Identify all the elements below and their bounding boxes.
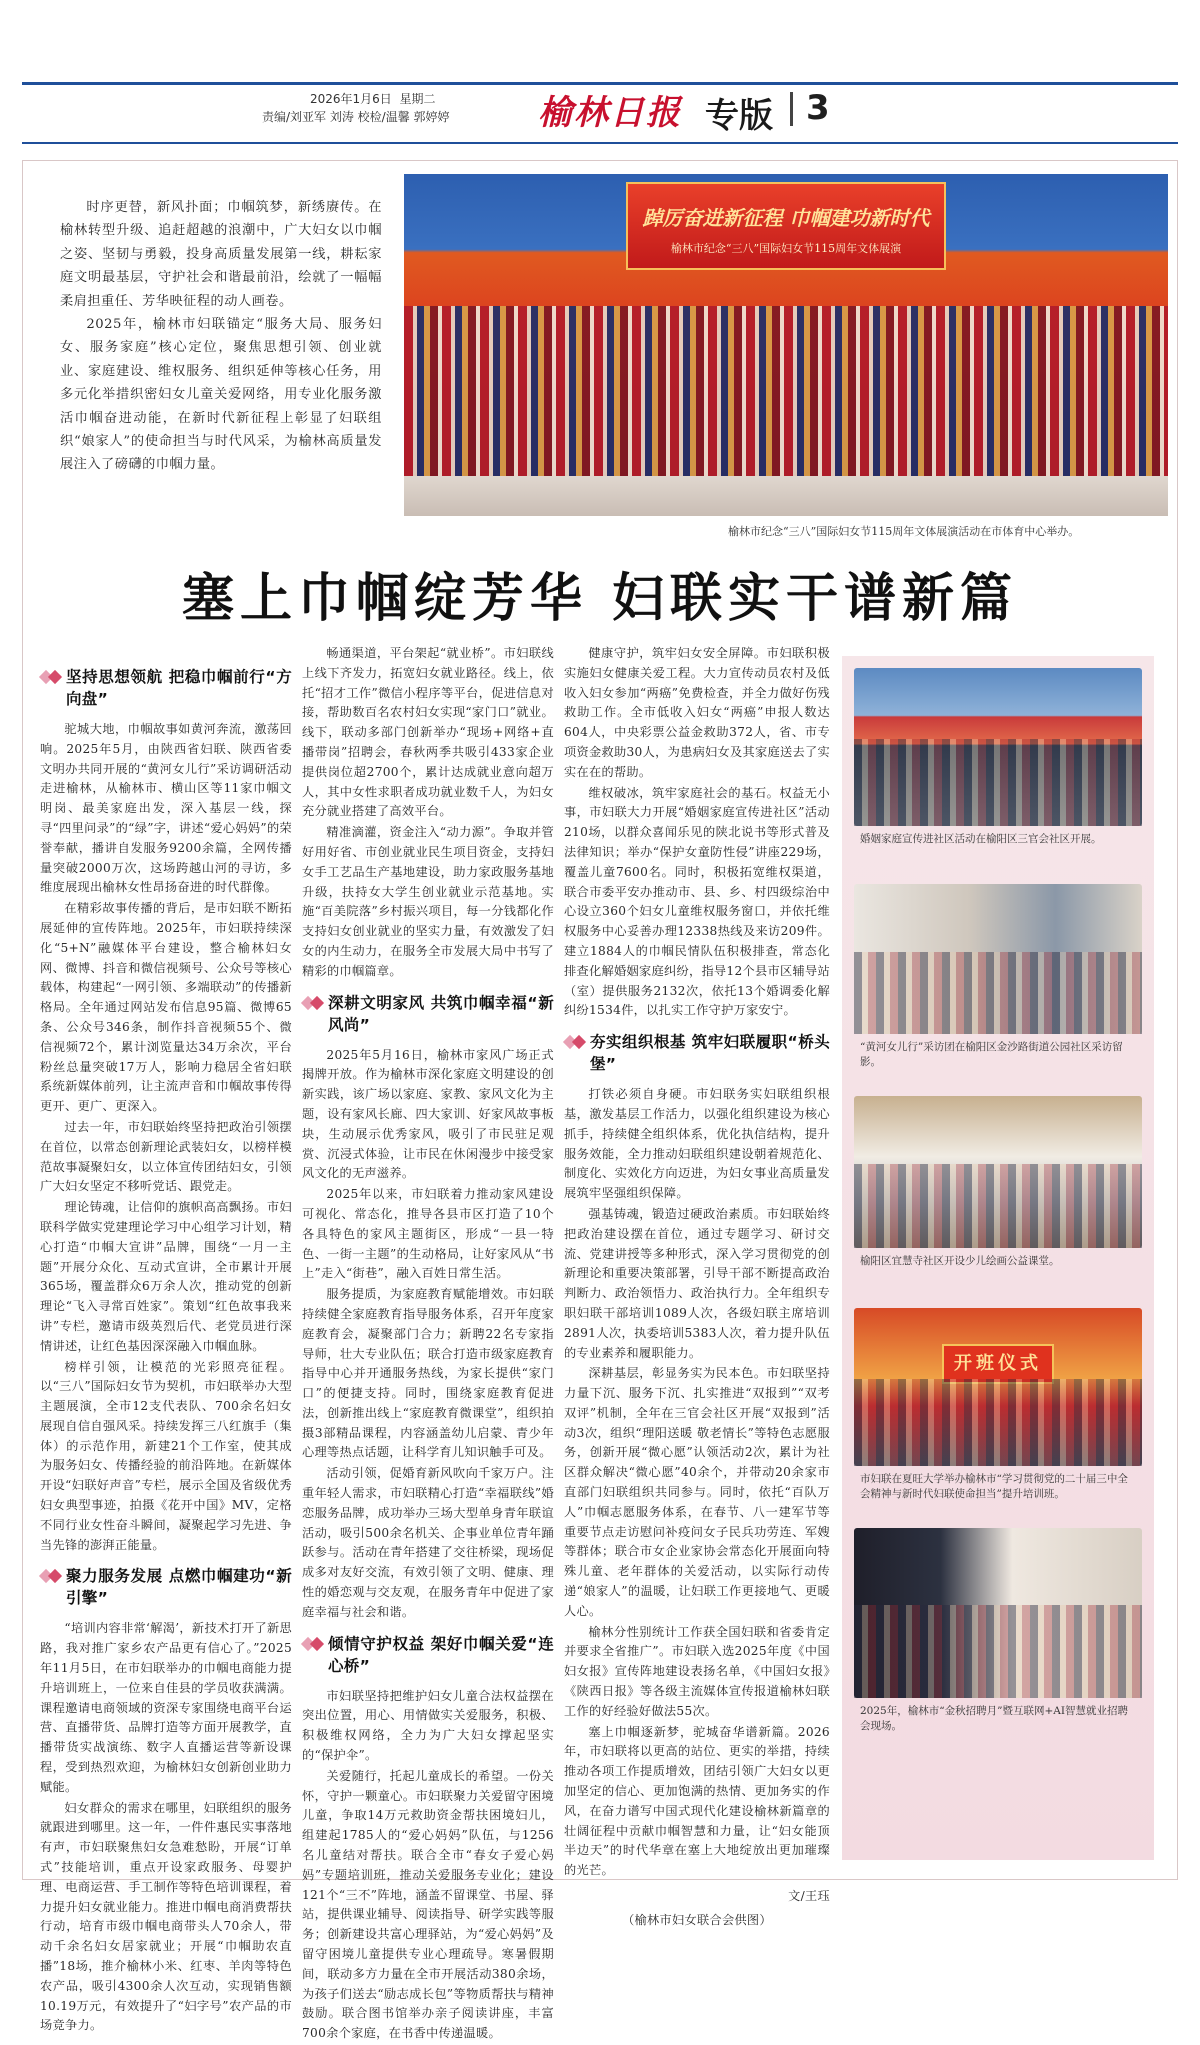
diamond-icon	[302, 996, 324, 1010]
article-paragraph: 关爱随行，托起儿童成长的希望。一份关怀，守护一颗童心。市妇联聚力关爱留守困境儿童，争取14万元救助资金帮扶困境妇儿，组建起1785人的“爱心妈妈”队伍，与1256名儿童结对帮扶。联合全市“春女子爱心妈妈”专题培训班，推动关爱服务专业化；建设121个“三不”阵地，涵盖不留课堂、书屋、驿站，提供课业辅导、阅读指导、研学实践等服务；创新建设共富心理驿站，为“爱心妈妈”及留守困境儿童提供专业心理疏导。寒暑假期间，联动多方力量在全市开展活动380余场，为孩子们送去“励志成长包”等物质帮扶与精神鼓励。联合图书馆举办亲子阅读讲座，丰富700余个家庭，在书香中传递温暖。	[302, 1768, 554, 2041]
article-paragraph: 健康守护，筑牢妇女安全屏障。市妇联积极实施妇女健康关爱工程。大力宣传动员农村及低收入妇女参加“两癌”免费检查，并全力做好伤残救助工作。全市低收入妇女“两癌”申报人数达604人，中央彩票公益金救助372人，省、市专项资金救助30人，为患病妇女及其家庭送去了实实在在的帮助。	[564, 646, 830, 779]
article-paragraph: 维权破冰，筑牢家庭社会的基石。权益无小事，市妇联大力开展“婚姻家庭宣传进社区”活动210场，以群众喜闻乐见的陕北说书等形式普及法律知识；举办“保护女童防性侵”讲座229场，覆盖儿童7600名。同时，积极拓宽维权渠道，联合市委平安办推动市、县、乡、村四级综治中心设立360个妇女儿童维权服务窗口，并依托维权服务中心妥善办理12338热线及来访209件。建立1884人的巾帼民情队伍积极排查，常态化排查化解婚姻家庭纠纷，指导12个县市区辅导站（室）提供服务2132次，依托13个婚调委化解纠纷1534件，以扎实工作守护万家安宁。	[564, 785, 830, 1018]
article-paragraph: 2025年以来，市妇联着力推动家风建设可视化、常态化，推导各县市区打造了10个各具特色的家风主题街区，形成“一县一特色、一街一主题”的生动格局，让好家风从“书上”走入“街巷”，融入百姓日常生活。	[302, 1187, 554, 1281]
header-divider	[790, 92, 793, 126]
article-author: 文/王珏	[788, 1889, 830, 1904]
section-heading: 坚持思想领航 把稳巾帼前行“方向盘”	[40, 666, 292, 710]
sidebar-caption: “黄河女儿行”采访团在榆阳区金沙路街道公园社区采访留影。	[860, 1041, 1123, 1068]
article-paragraph: “培训内容非常‘解渴’，新技术打开了新思路，我对推广家乡农产品更有信心了。”2025年11月5日，在市妇联举办的巾帼电商能力提升培训班上，一位来自佳县的学员收获满满。课程邀请电商领域的资深专家围绕电商平台运营、直播带货、品牌打造等方面开展教学，直播带货实战演练、数字人直播运营等新设课程，受到热烈欢迎，为榆林妇女创新创业助力赋能。	[40, 1621, 292, 1794]
article-paragraph: 在精彩故事传播的背后，是市妇联不断拓展延伸的宣传阵地。2025年，市妇联持续深化“5+N”融媒体平台建设，整合榆林妇女网、微博、抖音和微信视频号、公众号等核心载体，构建起“一网引领、多端联动”的传播新格局。全年通过网站发布信息95篇、微博65条、公众号346条，制作抖音视频55个、微信视频72个，累计浏览量达34万余次，平台粉丝总量突破17万人，影响力稳居全省妇联系统新媒体前列，让主流声音和巾帼故事传得更开、更广、更深入。	[40, 901, 292, 1114]
sidebar-photo-classroom	[854, 1096, 1142, 1248]
diamond-icon	[40, 1569, 62, 1583]
article-paragraph: 畅通渠道，平台架起“就业桥”。市妇联线上线下齐发力，拓宽妇女就业路径。线上，依托“招才工作”微信小程序等平台，促进信息对接，帮助数百名农村妇女实现“家门口”就业。线下，联动多部门创新举办“现场+网络+直播带岗”招聘会，春秋两季共吸引433家企业提供岗位超2700个，累计达成就业意向超万人，其中女性求职者成功就业数千人，为妇女充分就业搭建了高效平台。	[302, 646, 554, 819]
article-paragraph: 打铁必须自身硬。市妇联务实妇联组织根基，激发基层工作活力，以强化组织建设为核心抓手，持续健全组织体系，优化执信结构，提升服务效能，全力推动妇联组织建设朝着规范化、制度化、实效化方向迈进，为妇女事业高质量发展筑牢坚强组织保障。	[564, 1087, 830, 1201]
opening-ceremony-sign: 开班仪式	[942, 1344, 1054, 1384]
issue-date: 2026年1月6日 星期二	[310, 92, 436, 106]
diamond-icon	[40, 670, 62, 684]
hero-photo	[404, 174, 1168, 516]
section-label: 专版	[705, 96, 773, 136]
stage-floor	[404, 476, 1168, 516]
intro-paragraph: 时序更替，新风扑面；巾帼筑梦，新绣赓传。在榆林转型升级、追赶超越的浪潮中，广大妇女以巾帼之姿、坚韧与勇毅，投身高质量发展第一线，耕耘家庭文明最基层，守护社会和谐最前沿，绘就了一幅幅柔肩担重任、芳华映征程的动人画卷。	[60, 200, 382, 309]
article-paragraph: 妇女群众的需求在哪里，妇联组织的服务就跟进到哪里。这一年，一件件惠民实事落地有声，市妇联聚焦妇女急难愁盼，开展“订单式”技能培训，重点开设家政服务、母婴护理、电商运营、手工制作等特色培训课程，着力提升妇女就业能力。推进巾帼电商消费帮扶行动，培育市级巾帼电商带头人70余人，带动千余名妇女居家就业；开展“巾帼助农直播”18场，推介榆林小米、红枣、羊肉等特色农产品，吸引4300余人次互动，实现销售额10.19万元，有效提升了“妇字号”农产品的市场竞争力。	[40, 1800, 292, 2033]
article-column-3	[564, 644, 830, 1931]
stage-screen-subtitle: 榆林市纪念“三八”国际妇女节115周年文体展演	[670, 242, 902, 255]
stage-screen-title: 踔厉奋进新征程 巾帼建功新时代	[642, 206, 930, 230]
article-column-1	[40, 656, 292, 2037]
sidebar-caption: 婚姻家庭宣传进社区活动在榆阳区三官会社区开展。	[860, 833, 1102, 845]
editors-line: 责编/刘亚军 刘涛 校检/温馨 郭婷婷	[262, 110, 450, 124]
article-paragraph: 驼城大地，巾帼故事如黄河奔流，激荡回响。2025年5月，由陕西省妇联、陕西省委文明办共同开展的“黄河女儿行”采访调研活动走进榆林，从榆林市、横山区等11家巾帼文明岗、最美家庭出发，深入基层一线，探寻“四里问录”的“绿”字，讲述“爱心妈妈”的荣誉奉献，播讲自发服务9200余篇，全网传播量突破2000万次，这场跨越山河的寻访，多维度展现出榆林女性昂扬奋进的时代群像。	[40, 722, 292, 895]
newspaper-masthead: 榆林日报	[538, 93, 682, 133]
main-title: 塞上巾帼绽芳华 妇联实干谱新篇	[181, 569, 1019, 629]
article-paragraph: 榜样引领，让模范的光彩照亮征程。以“三八”国际妇女节为契机，市妇联举办大型主题展演，全市12支代表队、700余名妇女展现自信自强风采。持续发挥三八红旗手（集体）的示范作用，新建21个工作室，使其成为服务妇女、传播经验的前沿阵地。在新媒体开设“妇联好声音”专栏，展示全国及省级优秀妇女典型事迹，拍摄《花开中国》MV，定格不同行业女性奋斗瞬间，凝聚起学习先进、争当先锋的澎湃正能量。	[40, 1359, 292, 1552]
intro-paragraph: 2025年，榆林市妇联锚定“服务大局、服务妇女、服务家庭”核心定位，聚焦思想引领、创业就业、家庭建设、维权服务、组织延伸等核心任务，用多元化举措织密妇女儿童关爱网络，用专业化服务激活巾帼奋进动能，在新时代新征程上彰显了妇联组织“娘家人”的使命担当与时代风采，为榆林高质量发展注入了磅礴的巾帼力量。	[60, 317, 382, 473]
section-heading: 聚力服务发展 点燃巾帼建功“新引擎”	[40, 1565, 292, 1609]
section-heading: 深耕文明家风 共筑巾帼幸福“新风尚”	[302, 992, 554, 1036]
article-paragraph: 精准滴灌，资金注入“动力源”。争取并管好用好省、市创业就业民生项目资金，支持妇女手工艺品生产基地建设，助力家政服务基地升级，扶持女大学生创业就业示范基地。实施“百美院落”乡村振兴项目，每一分钱都化作支持妇女创业就业的坚实力量，有效激发了妇女的内生动力，在服务全市发展大局中书写了精彩的巾帼篇章。	[302, 825, 554, 978]
page-number: 3	[806, 88, 830, 128]
article-paragraph: 过去一年，市妇联始终坚持把政治引领摆在首位，以常态创新理论武装妇女，以榜样模范故事凝聚妇女，以立体宣传团结妇女，引领广大妇女坚定不移听党话、跟党走。	[40, 1119, 292, 1194]
article-paragraph: 服务提质，为家庭教育赋能增效。市妇联持续健全家庭教育指导服务体系，召开年度家庭教育会，凝聚部门合力；新聘22名专家指导师，壮大专业队伍；联合打造市级家庭教育指导中心并开通服务热线，为家长提供“家门口”的便捷支持。同时，围绕家庭教育促进法，创新推出线上“家庭教育微课堂”，组织拍摄3部精品课程，内容涵盖幼儿启蒙、青少年心理等热点话题，让科学育儿知识触手可及。	[302, 1287, 554, 1460]
diamond-icon	[564, 1035, 586, 1049]
diamond-icon	[302, 1637, 324, 1651]
article-column-2	[302, 644, 554, 2045]
header-bottom-rule	[22, 142, 1178, 144]
article-paragraph: 强基铸魂，锻造过硬政治素质。市妇联始终把政治建设摆在首位，通过专题学习、研讨交流、党建讲授等多种形式，深入学习贯彻党的创新理论和重要决策部署，引导干部不断提高政治判断力、政治领悟力、政治执行力。全年组织专职妇联干部培训1089人次，各级妇联主席培训2891人次，执委培训5383人次，着力提升队伍的专业素养和履职能力。	[564, 1206, 830, 1360]
section-heading: 倾情守护权益 架好巾帼关爱“连心桥”	[302, 1633, 554, 1677]
article-paragraph: 塞上巾帼逐新梦，驼城奋华谱新篇。2026年，市妇联将以更高的站位、更实的举措，持续推动各项工作提质增效，团结引领广大妇女以更加坚定的信心、更加饱满的热情、更加务实的作风，在奋力谱写中国式现代化建设榆林新篇章的壮阔征程中贡献巾帼智慧和力量，让“妇女能顶半边天”的时代华章在塞上大地绽放出更加璀璨的光芒。	[564, 1724, 830, 1878]
hero-caption: 榆林市纪念“三八”国际妇女节115周年文体展演活动在市体育中心举办。	[728, 525, 1080, 538]
sidebar-photo-community	[854, 668, 1142, 826]
sidebar-caption: 2025年，榆林市“金秋招聘月”暨互联网+AI智慧就业招聘会现场。	[860, 1705, 1128, 1732]
intro-text	[60, 196, 382, 477]
article-paragraph: 榆林分性别统计工作获全国妇联和省委肯定并要求全省推广”。市妇联入选2025年度《中国妇女报》宣传阵地建设表扬名单，《中国妇女报》《陕西日报》等各级主流媒体宣传报道榆林妇联工作的好经验好做法55次。	[564, 1624, 830, 1718]
sidebar-caption: 榆阳区宜慧寺社区开设少儿绘画公益课堂。	[860, 1255, 1060, 1267]
photo-sidebar	[842, 656, 1154, 1860]
article-paragraph: 2025年5月16日，榆林市家风广场正式揭牌开放。作为榆林市深化家庭文明建设的创新实践，该广场以家庭、家教、家风文化为主题，设有家风长廊、四大家训、好家风故事板块，生动展示优秀家风，吸引了市民驻足观赏、沉浸式体验，让市民在休闲漫步中接受家风文化的无声滋养。	[302, 1047, 554, 1181]
section-heading: 夯实组织根基 筑牢妇联履职“桥头堡”	[564, 1031, 830, 1075]
sidebar-photo-interview	[854, 884, 1142, 1034]
article-paragraph: 理论铸魂，让信仰的旗帜高高飘扬。市妇联科学做实党建理论学习中心组学习计划，精心打造“巾帼大宣讲”品牌，围绕“一月一主题”开展分众化、互动式宣讲，全市累计开展365场，覆盖群众6万余人次，推动党的创新理论“飞入寻常百姓家”。策划“红色故事我来讲”专栏，邀请市级英烈后代、老党员进行深情讲述，让红色基因深深融入巾帼血脉。	[40, 1200, 292, 1353]
article-paragraph: 市妇联坚持把维护妇女儿童合法权益摆在突出位置，用心、用情做实关爱服务，积极、积极维权网络，全力为广大妇女撑起坚实的“保护伞”。	[302, 1688, 554, 1763]
article-paragraph: 深耕基层，彰显务实为民本色。市妇联坚持力量下沉、服务下沉、扎实推进“双报到”“双考双评”机制，全年在三官会社区开展“双报到”活动3次，组织“理阳送暖 敬老情长”等特色志愿服务，创新开展“微心愿”认领活动2次，累计为社区群众解决“微心愿”40余个，并带动20余家市直部门妇联组织共同参与。同时，依托“百队万人”巾帼志愿服务体系，在春节、八一建军节等重要节点走访慰问补疫问女子民兵功劳连、军嫂等群体；联合市女企业家协会常态化开展面向特殊儿童、老年群体的关爱活动，以实际行动传递“娘家人”的温暖，让妇联工作更接地气、更暖人心。	[564, 1366, 830, 1618]
sidebar-caption: 市妇联在夏旺大学举办榆林市“学习贯彻党的二十届三中全会精神与新时代妇联使命担当”提升培训班。	[860, 1473, 1128, 1500]
photo-source: （榆林市妇女联合会供图）	[622, 1912, 772, 1927]
sidebar-photo-livestream	[854, 1528, 1142, 1698]
article-paragraph: 活动引领，促婚育新风吹向千家万户。注重年轻人需求，市妇联精心打造“幸福联线”婚恋服务品牌，成功举办三场大型单身青年联谊活动，吸引500余名机关、企事业单位青年踊跃参与。活动在青年搭建了交往桥梁，现场促成多对友好交流，有效引领了文明、健康、理性的婚恋观与交友观，在服务青年中促进了家庭幸福与社会和谐。	[302, 1466, 554, 1619]
sidebar-photo-training	[854, 1308, 1142, 1466]
stage-screen	[626, 182, 946, 270]
